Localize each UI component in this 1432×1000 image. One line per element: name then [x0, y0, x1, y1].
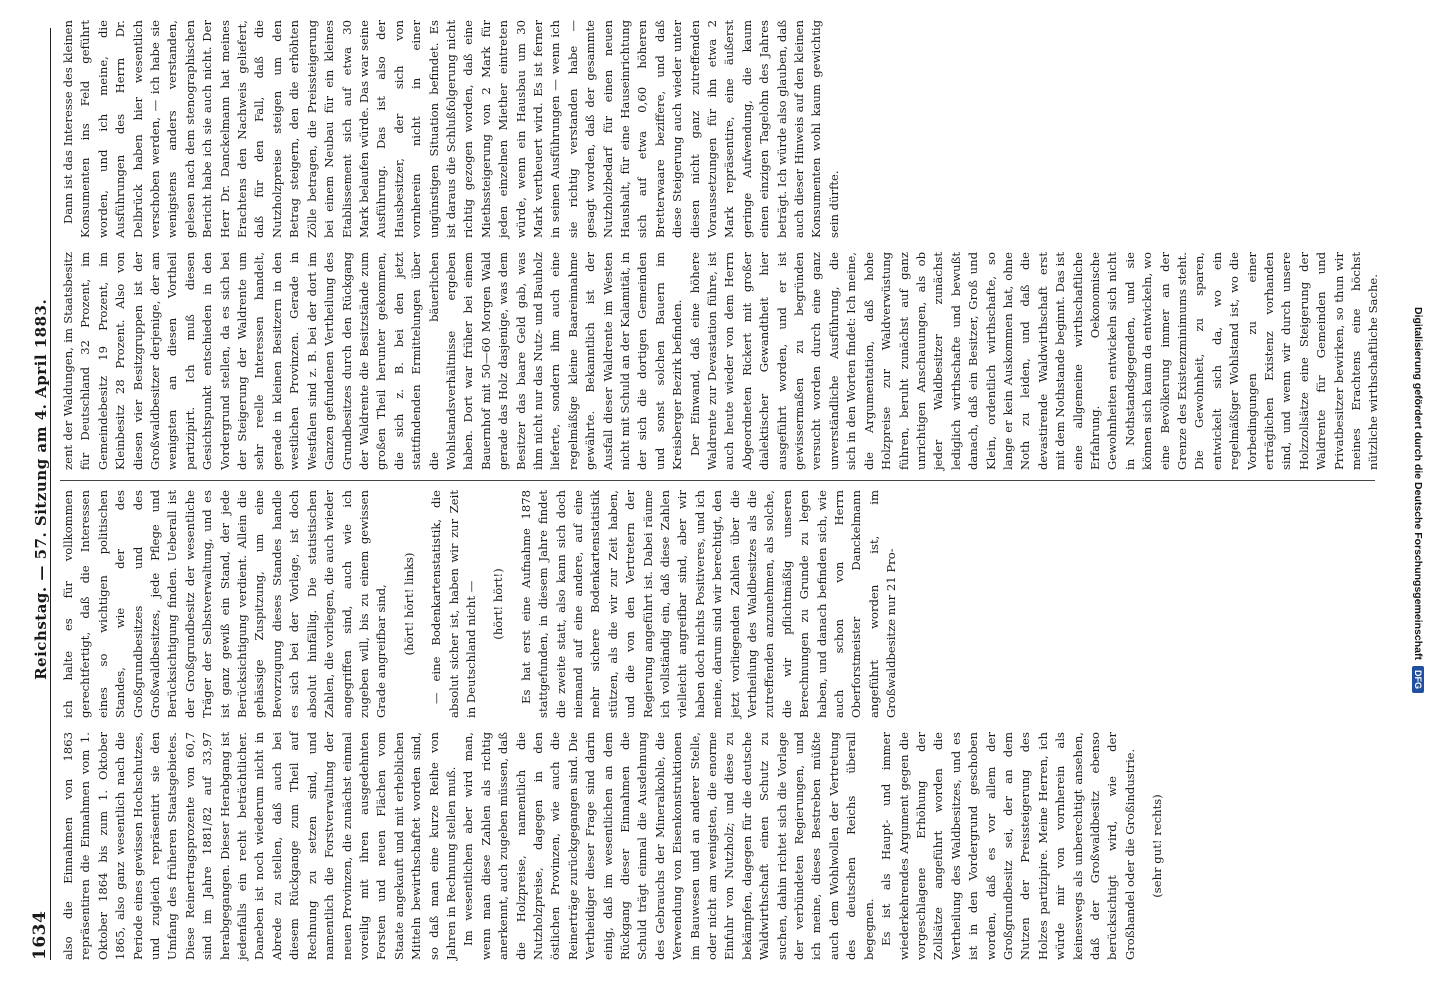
paragraph: also die Einnahmen von 1863 repräsentiren die Einnahmen vom 1. Oktober 1864 bis zum 1. Oktober 1865, also ganz wesentlich nach die Periode eines gewissen Hochschutzes, und zugleich repräsentirt sie den Umfang des früheren Staatsgebietes. Diese Reinertragsprozente von 60,7 sind im Jahre 1881/82 auf 33,97 herabgegangen. Dieser Herabgang ist jedenfalls ein recht beträchtlicher. Daneben ist noch wiederum nicht in Abrede zu stellen, daß auch bei diesem Rückgange zum Theil auf Rechnung zu setzen sind, und namentlich die Forstverwaltung der neuen Provinzen, die zunächst einmal voreilig mit ihren ausgedehnten Forsten und neuen Flächen vom Staate angekauft und mit erheblichen Mitteln bewirthschaftet worden sind, so daß man eine kurze Reihe von Jahren in Rechnung stellen muß. — [61, 732, 458, 960]
paragraph: Es hat erst eine Aufnahme 1878 stattgefunden, in diesem Jahre findet die zweite statt, also kann sich doch niemand auf eine andere, auf eine mehr sichere Bodenkartenstatistik stützen, als die wir zur Zeit haben, und die von den Vertretern der Regierung angeführt ist. Dabei räume ich vollständig ein, daß diese Zahlen vielleicht angreifbar sind, aber wir haben doch nichts Positiveres, und ich meine, darum sind wir berechtigt, den jetzt vorliegenden Zahlen über die Vertheilung des Waldbesitzes als die zutreffenden anzunehmen, als solche, die wir pflichtmäßig unseren Berechnungen zu Grunde zu legen haben, und danach befinden sich, wie auch schon von Herrn Oberforstmeister Danckelmann angeführt worden ist, im Großwaldbesitze nur 21 Pro- — [518, 490, 899, 718]
column-2 — [60, 490, 1375, 718]
column-1 — [60, 732, 1375, 960]
column-4 — [60, 20, 1375, 238]
dfg-logo: DFG — [1412, 666, 1424, 693]
page-number: 1634 — [30, 910, 50, 960]
paragraph: ich halte es für vollkommen gerechtfertigt, daß die Interessen eines so wichtigen politischen Standes, wie der des Großgrundbesitzes und des Großwaldbesitzes, jede Pflege und Berücksichtigung finden. Ueberall ist der Großgrundbesitz der wesentliche Träger der Selbstverwaltung, und es ist ganz gewiß ein Stand, der jede Berücksichtigung verdient. Allein die gehässige Zuspitzung, um eine Bevorzugung dieses Standes handle es sich bei der Vorlage, ist doch absolut hinfällig. Die statistischen Zahlen, die vorliegen, die auch wieder angegriffen sind, auch wie ich zugeben will, bis zu einem gewissen Grade angreifbar sind, — [61, 490, 389, 718]
paragraph: Im wesentlichen aber wird man, wenn man diese Zahlen als richtig anerkennt, auch zugeben müssen, daß die Holzpreise, namentlich die Nutzholzpreise, dagegen in den östlichen Provinzen, wie auch die Reinerträge zurückgegangen sind. Die Vertheidiger dieser Frage sind darin einig, daß im wesentlichen an dem Rückgang dieser Einnahmen die Schuld trägt einmal die Ausdehnung des Gebrauchs der Mineralkohle, die Verwendung von Eisenkonstruktionen im Bauwesen und an anderer Stelle, oder nicht am wenigsten, die enorme Einfuhr von Nutzholz; und diese zu bekämpfen, dagegen für die deutsche Waldwirthschaft einen Schutz zu suchen, dahin richtet sich die Vorlage der verbündeten Regierungen, und ich meine, dieses Bestreben müßte auch dem Wohlwollen der Vertretung des deutschen Reichs überall begegnen. — [461, 732, 876, 960]
paragraph: Der Einwand, daß eine höhere Waldrente zur Devastation führe, ist auch heute wieder von dem Herrn Abgeordneten Rickert mit großer dialektischer Gewandtheit hier ausgeführt worden, und er ist gewissermaßen zu begründen versucht worden durch eine ganz unverständliche Ausführung, die sich in den Worten findet: Ich meine, die Argumentation, daß hohe Holzpreise zur Waldverwüstung führen, beruht zunächst auf ganz unrichtigen Anschauungen, als ob jeder Waldbesitzer zunächst lediglich wirthschafte und bewußt danach, daß ein Besitzer, Groß und Klein, ordentlich wirthschafte, so lange er kein Auskommen hat, ohne Noth zu leiden, und daß die devastirende Waldwirthschaft erst mit dem Nothstande beginnt. Das ist eine allgemeine wirthschaftliche Erfahrung. Oekonomische Gewohnheiten entwickeln sich nicht in Nothstandsgegenden, und sie können sich kaum da entwickeln, wo eine Bevölkerung immer an der Grenze des Existenzminimums steht. Die Gewohnheit, zu sparen, entwickelt sich da, wo ein regelmäßiger Wohlstand ist, wo die Vorbedingungen zu einer erträglichen Existenz vorhanden sind, und wenn wir durch unsere Holzzollsätze eine Steigerung der Waldrente für Gemeinden und Privatbesitzer bewirken, so thun wir meines Erachtens eine höchst nützliche wirthschaftliche Sache. — [687, 252, 1381, 470]
interjection: (hört! hört! links) — [401, 552, 416, 656]
paragraph: Es ist als Haupt- und immer wiederkehrendes Argument gegen die vorgeschlagene Erhöhung der Zollsätze angeführt worden die Vertheilung des Waldbesitzes, und es ist in den Vordergrund geschoben worden, daß es vor allem der Großgrundbesitz sei, der an dem Nutzen der Preissteigerung des Holzes partizipire. Meine Herren, ich würde mir von vornherein als keineswegs als unberechtigt ansehen, daß der Großwaldbesitz ebenso berücksichtigt wird, wie der Großhandel oder die Großindustrie. — [879, 732, 1137, 960]
paragraph: zent der Waldungen, im Staatsbesitz für Deutschland 32 Prozent, im Gemeindebesitz 19 Prozent, im Kleinbesitz 28 Prozent. Also von diesen vier Besitzgruppen ist der Großwaldbesitzer derjenige, der am wenigsten an diesen Vortheil partizipirt. Ich muß diesen Gesichtspunkt entschieden in den Vordergrund stellen, da es sich bei der Steigerung der Waldrente um sehr reelle Interessen handelt, gerade in kleinen Besitzern in den westlichen Provinzen. Gerade in Westfalen sind z. B. bei der dort im Ganzen gefundenen Vertheilung des Grundbesitzes durch den Rückgang der Waldrente die Besitzstände zum großen Theil herunter gekommen, die sich z. B. bei den jetzt stattfindenden Ermittelungen über die bäuerlichen Wohlstandsverhältnisse ergeben haben. Dort war früher bei einem Bauernhof mit 50—60 Morgen Wald gerade das Holz dasjenige, was dem Besitzer das baare Geld gab, was ihm nicht nur das Nutz- und Bauholz lieferte, sondern ihm auch eine regelmäßige kleine Baareinnahme gewährte. Bekanntlich ist der Ausfall dieser Waldrente im Westen nicht mit Schuld an der Kalamität, in der sich die dortigen Gemeinden und sonst solchen Bauern im Kreisberger Bezirk befinden. — [61, 252, 685, 470]
interjection: (hört! hört!) — [491, 568, 506, 640]
right-half — [60, 20, 1381, 470]
running-title: Reichstag. — 57. Sitzung am 4. April 1883. — [32, 298, 50, 680]
digitization-text: Digitalisierung gefördert durch die Deutsche Forschungsgemeinschaft — [1412, 307, 1425, 660]
column-3 — [60, 252, 1381, 470]
interjection: (sehr gut! rechts) — [1150, 794, 1165, 898]
left-half — [60, 490, 1375, 960]
digitization-note — [1408, 12, 1428, 988]
paragraph: — eine Bodenkartenstatistik, die absolut sicher ist, haben wir zur Zeit in Deutschland nicht — — [429, 490, 478, 718]
page-header — [18, 28, 51, 960]
column-divider — [60, 480, 1375, 481]
paragraph: Dann ist das Interesse des kleinen Konsumenten ins Feld geführt worden, und ich meine, die Ausführungen des Herrn Dr. Delbrück haben hier wesentlich verschoben werden, — ich habe sie wenigstens anders verstanden, gelesen nach dem stenographischen Bericht habe ich sie auch nicht. Der Herr Dr. Danckelmann hat meines Erachtens den Nachweis geliefert, daß für den Fall, daß die Nutzholzpreise steigen um den Betrag steigern, den die erhöhten Zölle betragen, die Preissteigerung bei einem Neubau für ein kleines Etablissement sich auf etwa 30 Mark belaufen würde. Das war seine Ausführung. Das ist also der Hausbesitzer, der sich von vornherein nicht in einer ungünstigen Situation befindet. Es ist daraus die Schlußfolgerung nicht richtig gezogen worden, daß eine Miethssteigerung von 2 Mark für jeden einzelnen Miether eintreten würde, wenn ein Hausbau um 30 Mark vertheuert wird. Es ist ferner in seinen Ausführungen — wenn ich sie richtig verstanden habe — gesagt worden, daß der gesammte Nutzholzbedarf für einen neuen Haushalt, für eine Hauseinrichtung sich auf etwa 0,60 höheren Bretterwaare beziffere, und daß diese Steigerung auch wieder unter diesen nicht ganz zutreffenden Voraussetzungen für ihn etwa 2 Mark repräsentire, eine äußerst geringe Aufwendung, die kaum einen einzigen Tagelohn des Jahres beträgt. Ich würde also glauben, daß auch dieser Hinweis auf den kleinen Konsumenten wohl kaum gewichtig sein dürfte. — [61, 20, 841, 238]
